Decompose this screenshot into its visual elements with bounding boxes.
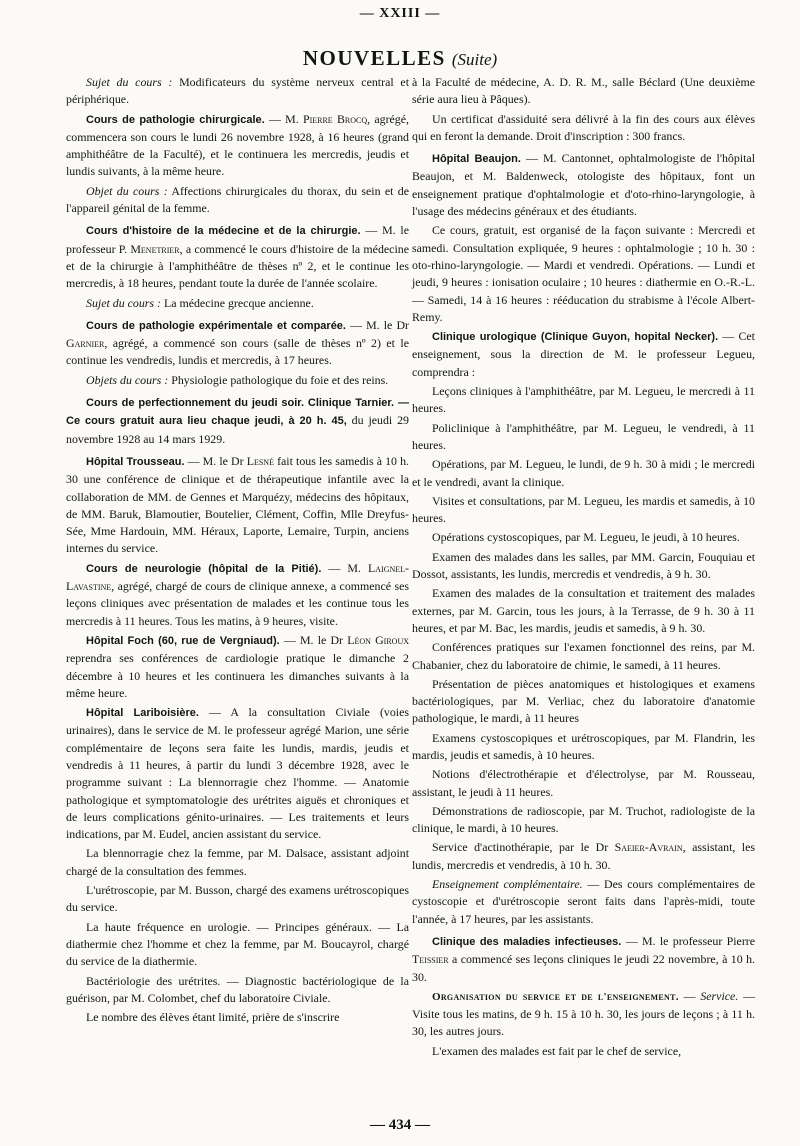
paragraph: Le nombre des élèves étant limité, prière de s'inscrire <box>86 1010 340 1025</box>
paragraph: Leçons cliniques à l'amphithéâtre, par M. Legueu, le mercredi à 11 heures. <box>412 384 755 416</box>
page-title <box>0 44 800 75</box>
paragraph: Examens cystoscopiques et urétroscopiques, par M. Flandrin, les mardis, jeudis et samedis, à 10 heures. <box>412 730 755 762</box>
paragraph: La blennorragie chez la femme, par M. Dalsace, assistant adjoint chargé de la consultation des femmes. <box>66 846 409 878</box>
paragraph: Présentation de pièces anatomiques et histologiques et examens bactériologiques, par M. Verliac, chez du laboratoire d'anatomie pathologique, le mardi, à 11 heures <box>412 676 755 726</box>
paragraph: Cours de pathologie chirurgicale. — M. Pierre Brocq, agrégé, commencera son cours le lundi 26 novembre 1928, à 16 heures (grand amphithéâtre de la Faculté), et le continuera les mercredis, jeudis et lundis suivants, à la même heure. <box>66 111 410 179</box>
title-main: NOUVELLES <box>302 46 446 70</box>
paragraph: Visites et consultations, par M. Legueu, les mardis et samedis, à 10 heures. <box>412 493 755 526</box>
paragraph: Bactériologie des urétrites. — Diagnostic bactériologique de la guérison, par M. Colombet, chef du laboratoire Civiale. <box>66 973 409 1005</box>
page-number: — 434 — <box>370 1117 430 1133</box>
paragraph: Sujet du cours : La médecine grecque ancienne. <box>86 295 314 310</box>
paragraph: L'urétroscopie, par M. Busson, chargé des examens urétroscopiques du service. <box>66 883 409 915</box>
paragraph: Cours d'histoire de la médecine et de la chirurgie. — M. le professeur P. Menetrier, a commencé le cours d'histoire de la médecine et de la chirurgie à l'amphithéâtre de thèses nº 2, et le continue les mercredis, à 18 heures, pendant toute la durée de l'année scolaire. <box>66 223 410 291</box>
paragraph: Conférences pratiques sur l'examen fonctionnel des reins, par M. Chabanier, chez du laboratoire de chimie, le samedi, à 11 heures. <box>412 640 755 672</box>
paragraph: Enseignement complémentaire. — Des cours complémentaires de cystoscopie et d'urétroscopie seront faits dans l'après-midi, toute l'année, à 17 heures, par les assistants. <box>412 877 755 926</box>
paragraph: Opérations cystoscopiques, par M. Legueu, le jeudi, à 10 heures. <box>432 530 740 545</box>
paragraph: Service d'actinothérapie, par le Dr Saeier-Avrain, assistant, les lundis, mercredis et vendredis, à 10 h. 30. <box>412 840 755 872</box>
paragraph: Organisation du service et de l'enseignement. — Service. — Visite tous les matins, de 9 h. 15 à 10 h. 30, les jours de leçons ; à 11 h. 30, les autres jours. <box>412 988 755 1039</box>
paragraph: Examen des malades de la consultation et traitement des malades externes, par M. Garcin, tous les jours, à la Terrasse, de 9 h. 30 à 11 heures, et par M. Bac, les mardis, jeudis et samedis, à 9 h. 30. <box>412 586 755 635</box>
paragraph: Cours de pathologie expérimentale et comparée. — M. le Dr Garnier, agrégé, a commencé son cours (salle de thèses nº 2) et le continue les vendredis, lundis et mercredis, à 17 heures. <box>66 317 409 368</box>
paragraph: Cours de neurologie (hôpital de la Pitié). — M. Laignel-Lavastine, agrégé, chargé de cours de clinique annexe, a commencé ses leçons cliniques avec présentation de malades et les continue tous les mercredis à 11 heures. Tous les matins, à 9 heures, visite. <box>66 560 409 628</box>
page-roman-numeral: — XXIII — <box>359 6 441 21</box>
paragraph: Hôpital Lariboisière. — A la consultation Civiale (voies urinaires), dans le service de M. le professeur agrégé Marion, une série complémentaire de leçons sera faite les lundis, mardis, jeudis et vendredis à 11 heures, à partir du lundi 3 décembre 1928, avec le programme suivant : La blennorragie chez l'homme. — Anatomie pathologique et symptomatologie des urétrites aiguës et chroniques et de leurs complications génito-urinaires. — Les traitements et leurs indications, par M. Eudel, ancien assistant du service. <box>66 705 410 842</box>
paragraph: Ce cours, gratuit, est organisé de la façon suivante : Mercredi et samedi. Consultation expliquée, 9 heures : ophtalmologie ; 10 h. 30 : oto-rhino-laryngologie. — Mardi et vendredi. Opérations. — Lundi et jeudi, 9 heures : ionisation oculaire ; 10 heures : diathermie en O.-R.-L. — Samedi, 14 à 16 heures : rééducation du strabisme à l'école Albert-Remy. <box>412 223 755 324</box>
paragraph: Examen des malades dans les salles, par MM. Garcin, Fouquiau et Dossot, assistants, les lundis, mercredis et vendredis, à 9 h. 30. <box>412 549 755 582</box>
paragraph: Démonstrations de radioscopie, par M. Truchot, radiologiste de la clinique, le mardi, à 10 heures. <box>412 803 755 836</box>
paragraph: Hôpital Trousseau. — M. le Dr Lesné fait tous les samedis à 10 h. 30 une conférence de clinique et de thérapeutique infantile avec la collaboration de MM. de Gennes et Marquézy, médecins des hôpitaux, de MM. Baruk, Blamoutier, Boutelier, Clément, Coffin, Mlle Dreyfus-Sée, Mme Hardouin, MM. Héraux, Laporte, Lemaire, Turpin, anciens internes du service. <box>66 453 409 556</box>
right-column <box>412 74 755 1062</box>
paragraph: Cours de perfectionnement du jeudi soir. Clinique Tarnier. — Ce cours gratuit aura lieu chaque jeudi, à 20 h. 45, du jeudi 29 novembre 1928 au 14 mars 1929. <box>66 397 409 446</box>
paragraph: Objet du cours : Affections chirurgicales du thorax, du sein et de l'appareil génital de la femme. <box>66 183 410 216</box>
paragraph: à la Faculté de médecine, A. D. R. M., salle Béclard (Une deuxième série aura lieu à Pâques). <box>412 75 755 107</box>
paragraph: Un certificat d'assiduité sera délivré à la fin des cours aux élèves qui en feront la demande. Droit d'inscription : 300 francs. <box>412 111 755 143</box>
paragraph: Notions d'électrothérapie et d'électrolyse, par M. Rousseau, assistant, le jeudi à 11 heures. <box>412 767 755 799</box>
paragraph: Clinique urologique (Clinique Guyon, hopital Necker). — Cet enseignement, sous la direction de M. le professeur Legueu, comprendra : <box>412 329 755 379</box>
paragraph: Objets du cours : Physiologie pathologique du foie et des reins. <box>86 372 389 387</box>
paragraph: Policlinique à l'amphithéâtre, par M. Legueu, le vendredi, à 11 heures. <box>412 420 755 452</box>
paragraph: Clinique des maladies infectieuses. — M. le professeur Pierre Teissier a commencé ses leçons cliniques le jeudi 22 novembre, à 10 h. 30. <box>412 933 756 984</box>
paragraph: Opérations, par M. Legueu, le lundi, de 9 h. 30 à midi ; le mercredi et le vendredi, avant la clinique. <box>412 457 755 489</box>
paragraph: Hôpital Beaujon. — M. Cantonnet, ophtalmologiste de l'hôpital Beaujon, et M. Baldenweck, otologiste des hôpitaux, font un enseignement pratique d'ophtalmologie et d'oto-rhino-laryngologie, à l'usage des médecins généraux et des étudiants. <box>412 151 756 219</box>
paragraph: Hôpital Foch (60, rue de Vergniaud). — M. le Dr Léon Giroux reprendra ses conférences de cardiologie pratique le dimanche 2 décembre à 10 heures et les continuera les dimanches suivants à la même heure. <box>66 632 409 700</box>
paragraph: La haute fréquence en urologie. — Principes généraux. — La diathermie chez l'homme et chez la femme, par M. Boucayrol, chargé du service de la diathermie. <box>66 919 409 969</box>
paragraph: L'examen des malades est fait par le chef de service, <box>432 1043 682 1058</box>
title-suite: (Suite) <box>451 50 498 69</box>
left-column <box>66 74 409 1028</box>
paragraph: Sujet du cours : Modificateurs du système nerveux central et périphérique. <box>66 75 409 107</box>
